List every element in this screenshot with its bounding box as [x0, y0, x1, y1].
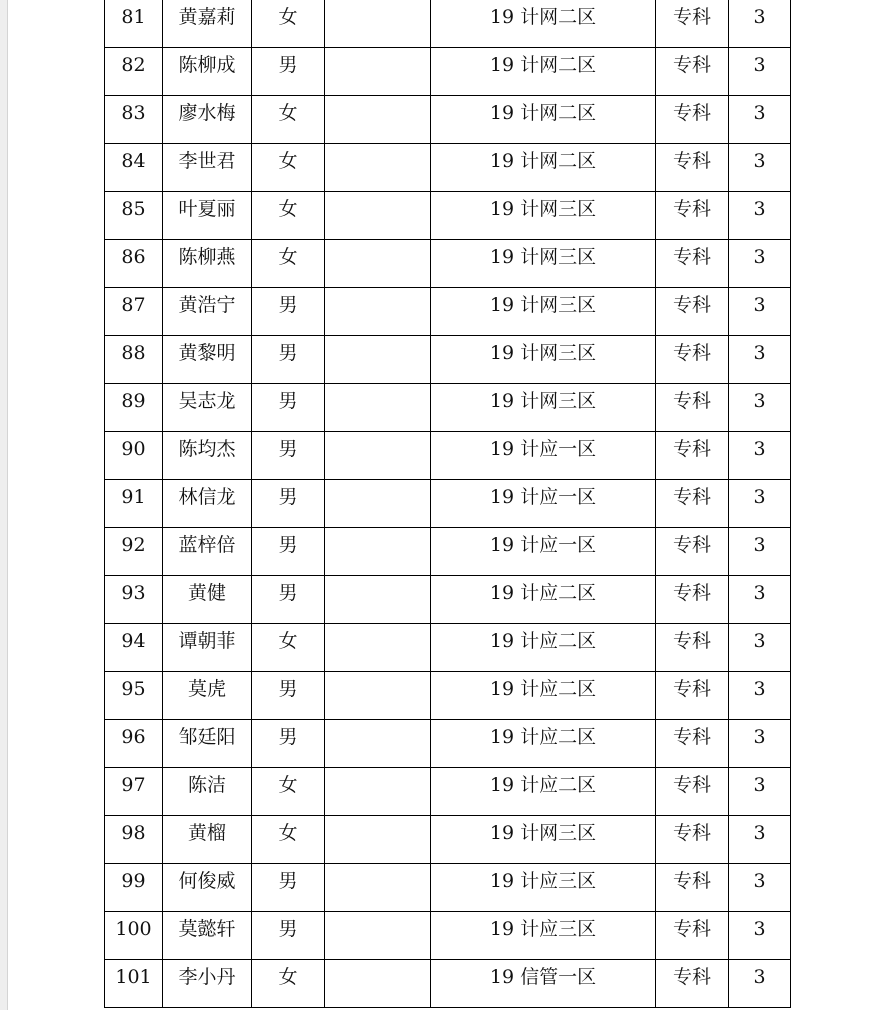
cell-name: 谭朝菲: [163, 624, 252, 672]
cell-number: 93: [105, 576, 163, 624]
cell-name: 莫虎: [163, 672, 252, 720]
cell-gender: 男: [252, 720, 325, 768]
cell-number: 92: [105, 528, 163, 576]
student-roster-table: [104, 0, 791, 1008]
table-row: [105, 960, 791, 1008]
cell-count: 3: [729, 768, 791, 816]
cell-level: 专科: [656, 48, 729, 96]
cell-gender: 女: [252, 240, 325, 288]
cell-blank: [325, 384, 431, 432]
cell-class: 19 信管一区: [431, 960, 656, 1008]
cell-blank: [325, 336, 431, 384]
cell-class: 19 计网二区: [431, 0, 656, 48]
cell-class: 19 计应一区: [431, 432, 656, 480]
cell-level: 专科: [656, 192, 729, 240]
cell-class: 19 计网三区: [431, 240, 656, 288]
cell-level: 专科: [656, 480, 729, 528]
cell-class: 19 计网三区: [431, 336, 656, 384]
cell-count: 3: [729, 0, 791, 48]
cell-level: 专科: [656, 336, 729, 384]
cell-class: 19 计应三区: [431, 864, 656, 912]
cell-class: 19 计网二区: [431, 96, 656, 144]
cell-number: 95: [105, 672, 163, 720]
cell-count: 3: [729, 672, 791, 720]
cell-count: 3: [729, 576, 791, 624]
cell-count: 3: [729, 288, 791, 336]
cell-gender: 女: [252, 0, 325, 48]
cell-name: 黄榴: [163, 816, 252, 864]
cell-number: 101: [105, 960, 163, 1008]
cell-level: 专科: [656, 240, 729, 288]
cell-blank: [325, 480, 431, 528]
cell-gender: 女: [252, 768, 325, 816]
cell-count: 3: [729, 480, 791, 528]
cell-number: 99: [105, 864, 163, 912]
cell-class: 19 计应二区: [431, 720, 656, 768]
cell-blank: [325, 288, 431, 336]
cell-level: 专科: [656, 0, 729, 48]
cell-number: 91: [105, 480, 163, 528]
table-row: [105, 96, 791, 144]
cell-number: 97: [105, 768, 163, 816]
cell-class: 19 计应一区: [431, 480, 656, 528]
cell-count: 3: [729, 432, 791, 480]
cell-gender: 男: [252, 432, 325, 480]
cell-gender: 女: [252, 816, 325, 864]
cell-level: 专科: [656, 384, 729, 432]
cell-gender: 女: [252, 960, 325, 1008]
cell-blank: [325, 48, 431, 96]
cell-number: 89: [105, 384, 163, 432]
cell-count: 3: [729, 336, 791, 384]
cell-class: 19 计应二区: [431, 672, 656, 720]
cell-count: 3: [729, 912, 791, 960]
table-row: [105, 432, 791, 480]
cell-class: 19 计应一区: [431, 528, 656, 576]
cell-number: 88: [105, 336, 163, 384]
cell-count: 3: [729, 48, 791, 96]
cell-class: 19 计网三区: [431, 816, 656, 864]
cell-blank: [325, 768, 431, 816]
cell-name: 吴志龙: [163, 384, 252, 432]
cell-class: 19 计应二区: [431, 768, 656, 816]
cell-name: 黄黎明: [163, 336, 252, 384]
cell-gender: 男: [252, 864, 325, 912]
cell-number: 83: [105, 96, 163, 144]
cell-class: 19 计网二区: [431, 48, 656, 96]
cell-level: 专科: [656, 144, 729, 192]
cell-count: 3: [729, 624, 791, 672]
cell-number: 85: [105, 192, 163, 240]
cell-name: 黄浩宁: [163, 288, 252, 336]
cell-gender: 男: [252, 384, 325, 432]
cell-class: 19 计网三区: [431, 384, 656, 432]
cell-level: 专科: [656, 768, 729, 816]
cell-blank: [325, 624, 431, 672]
cell-number: 82: [105, 48, 163, 96]
cell-count: 3: [729, 720, 791, 768]
cell-level: 专科: [656, 288, 729, 336]
cell-class: 19 计应二区: [431, 576, 656, 624]
cell-name: 陈洁: [163, 768, 252, 816]
cell-count: 3: [729, 960, 791, 1008]
table-row: [105, 672, 791, 720]
cell-level: 专科: [656, 528, 729, 576]
cell-name: 陈均杰: [163, 432, 252, 480]
cell-blank: [325, 912, 431, 960]
cell-blank: [325, 0, 431, 48]
cell-blank: [325, 192, 431, 240]
table-row: [105, 240, 791, 288]
table-row: [105, 480, 791, 528]
table-row: [105, 192, 791, 240]
cell-gender: 女: [252, 96, 325, 144]
cell-level: 专科: [656, 912, 729, 960]
cell-gender: 男: [252, 912, 325, 960]
cell-level: 专科: [656, 672, 729, 720]
cell-count: 3: [729, 864, 791, 912]
cell-number: 94: [105, 624, 163, 672]
table-row: [105, 624, 791, 672]
cell-gender: 女: [252, 192, 325, 240]
cell-class: 19 计网二区: [431, 144, 656, 192]
table-row: [105, 288, 791, 336]
cell-name: 黄嘉莉: [163, 0, 252, 48]
cell-name: 莫懿轩: [163, 912, 252, 960]
cell-blank: [325, 960, 431, 1008]
cell-blank: [325, 432, 431, 480]
table-row: [105, 912, 791, 960]
cell-blank: [325, 144, 431, 192]
cell-class: 19 计网三区: [431, 192, 656, 240]
table-row: [105, 336, 791, 384]
cell-gender: 男: [252, 288, 325, 336]
cell-blank: [325, 576, 431, 624]
cell-class: 19 计网三区: [431, 288, 656, 336]
table-row: [105, 144, 791, 192]
cell-level: 专科: [656, 720, 729, 768]
cell-number: 90: [105, 432, 163, 480]
cell-level: 专科: [656, 432, 729, 480]
cell-name: 李小丹: [163, 960, 252, 1008]
table-row: [105, 48, 791, 96]
cell-name: 黄健: [163, 576, 252, 624]
cell-blank: [325, 240, 431, 288]
table-row: [105, 384, 791, 432]
table-row: [105, 720, 791, 768]
cell-count: 3: [729, 384, 791, 432]
cell-level: 专科: [656, 816, 729, 864]
cell-number: 98: [105, 816, 163, 864]
cell-gender: 女: [252, 144, 325, 192]
cell-blank: [325, 720, 431, 768]
cell-number: 87: [105, 288, 163, 336]
cell-blank: [325, 672, 431, 720]
cell-gender: 男: [252, 336, 325, 384]
cell-blank: [325, 528, 431, 576]
cell-gender: 男: [252, 576, 325, 624]
cell-count: 3: [729, 96, 791, 144]
cell-gender: 男: [252, 480, 325, 528]
cell-number: 84: [105, 144, 163, 192]
table-row: [105, 576, 791, 624]
cell-number: 96: [105, 720, 163, 768]
cell-level: 专科: [656, 960, 729, 1008]
cell-count: 3: [729, 240, 791, 288]
cell-gender: 男: [252, 48, 325, 96]
cell-name: 蓝梓倍: [163, 528, 252, 576]
cell-count: 3: [729, 144, 791, 192]
cell-name: 廖水梅: [163, 96, 252, 144]
cell-gender: 男: [252, 672, 325, 720]
cell-gender: 女: [252, 624, 325, 672]
cell-name: 陈柳成: [163, 48, 252, 96]
cell-level: 专科: [656, 624, 729, 672]
cell-name: 陈柳燕: [163, 240, 252, 288]
cell-number: 100: [105, 912, 163, 960]
cell-number: 81: [105, 0, 163, 48]
cell-name: 叶夏丽: [163, 192, 252, 240]
cell-number: 86: [105, 240, 163, 288]
page-gutter: [0, 0, 8, 1010]
cell-blank: [325, 816, 431, 864]
table-row: [105, 864, 791, 912]
cell-blank: [325, 96, 431, 144]
cell-class: 19 计应三区: [431, 912, 656, 960]
cell-name: 何俊威: [163, 864, 252, 912]
cell-gender: 男: [252, 528, 325, 576]
cell-name: 邹廷阳: [163, 720, 252, 768]
cell-class: 19 计应二区: [431, 624, 656, 672]
cell-count: 3: [729, 528, 791, 576]
cell-name: 林信龙: [163, 480, 252, 528]
table-row: [105, 768, 791, 816]
cell-count: 3: [729, 192, 791, 240]
cell-blank: [325, 864, 431, 912]
table-row: [105, 0, 791, 48]
table-row: [105, 528, 791, 576]
cell-level: 专科: [656, 576, 729, 624]
cell-name: 李世君: [163, 144, 252, 192]
cell-level: 专科: [656, 864, 729, 912]
cell-count: 3: [729, 816, 791, 864]
table-row: [105, 816, 791, 864]
cell-level: 专科: [656, 96, 729, 144]
